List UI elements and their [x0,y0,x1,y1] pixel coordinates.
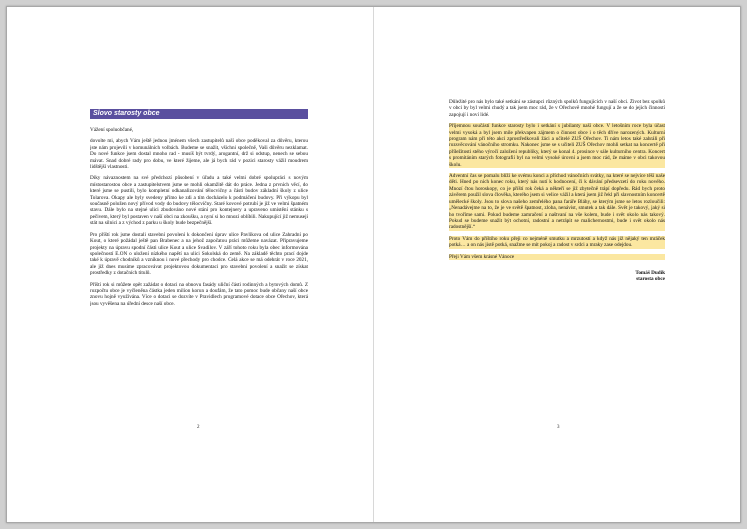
left-paragraph-4: Příští rok si můžete opět zažádat o dotaci na obnovu fasády uliční části rodinných a bytových domů. Z rozpočtu obce je vyčleněna částka jeden milion korun a doufám, že tato pomoc bude občany naší obce znovu hojně využívána. Více o dotaci se dozvíte v Pravidlech programové dotace obce Ořechov, která jsou vyvěšena na úřední desce naší obce. [90,281,308,307]
right-page [374,7,740,522]
right-text-column [449,99,665,419]
right-intro-paragraph: Důležité pro nás bylo také setkání se zástupci různých spolků fungujících v naší obci. Život bez spolků v obci by byl velmi chudý a tak jsem moc rád, že v Ořechově mnohé fungují a že se do jejich činností zapojují i noví lidé. [449,99,665,118]
left-text-column [90,109,308,419]
highlight-paragraph-1: Příjemnou součástí funkce starosty bylo i setkání s jubilanty naší obce. V letošním roce byla účast velmi vysoká a byl jsem mile překvapen zájmem o činnost obce i o těch dříve narozených. Kulturní program nám při této akci zprostředkovali žáci a učitelé ZUŠ Ořechov. Ti nám letos také zahráli při rozsvěcování vánočního stromku. Nakonec jsme se s učiteli ZUŠ Ořechov mohli setkat na koncertě při příležitosti stého výročí založení republiky, který se konal 4. prosince v sále kulturního centra. Koncert s promítáním starých fotografií byl na velmi vysoké úrovni a jsem moc rád, že máme v obci takovou školu. [449,123,665,168]
greeting: Vážení spoluobčané, [90,127,134,133]
left-page-number: 2 [197,425,200,430]
signature-title: starosta obce [636,276,665,283]
document-spread [6,6,741,523]
left-paragraph-2: Díky návaznostem na své předchozí působení v úřadu a také velmi dobré spolupráci s novým místostarostou obce a zastupitelstvem jsme se mohli okamžitě dát do práce. Jedna z prvních věcí, do které jsme se pustili, bylo kompletní odkanalizování tělocvičny a části budov základní školy z ulice Tolarova. Okapy ale byly svedeny přímo ke zdi a tím docházelo k podmáčení budovy. Při výkopu byl současně položen nový přívod vody do budovy tělocvičny. Staré kovové potrubí je již ve velmi špatném stavu. Dále bylo na stejné ulici zbudováno nové stání pro kontejnery a upraveno umístění stánku s pečivem, který byl postaven v naší obci na zkoušku, a nyní si ho mnozí oblíbili. Nakupující již nemusejí stát na silnici a z východ z parku u školy bude bezpečnější. [90,175,308,227]
highlight-paragraph-4: Přeji Vám všem krásné Vánoce [449,254,665,260]
highlight-paragraph-3: Proto Vám do příštího roku přeji co nejméně smutku a mrzutostí a když nás již nějaký ten mráček potká… a on nás jistě potká, snažme se mít pokoj a radost v srdci a mraky zase odejdou. [449,235,665,249]
signature-name: Tomáš Dudík [635,269,665,276]
left-paragraph-1: dovolte mi, abych Vám ještě jednou jménem všech zastupitelů naší obce poděkoval za důvěru, kterou jste nám projevili v komunálních volbách. Budeme se snažit, všichni společně, Vaši důvěru nezklamat. Do nové funkce jsem dostal mnoho rad - musíš být tvrdý, arogantní, drž si odstup, nenech se sebou mávat. Snad dobré rady pro dobu, ve které žijeme, ale já bych rád v pozici starosty vážil moudrem lidštější vlastnosti. [90,138,308,171]
right-page-number: 3 [557,425,560,430]
left-paragraph-3: Pro příští rok jsme dostali stavební povolení k dokončení úprav ulice Pavlíkova od ulice Zahradní po Kout, o které požádal ještě pan Brabenec a na jehož započatou práci můžeme navázat. Připravujeme projekty na úpravu spodní části ulice Kout a ulice Svadilov. V září tohoto roku byla obec informována společností E.ON o uložení nízkého napětí na ulici Sokolská do země. Na základě těchto prací dojde také k úpravě chodníků a vzniknou i nové přechody pro chodce. Celá akce se má odehrát v roce 2021, ale již dnes musíme zpracovávat projektovou dokumentaci pro stavební povolení a snažit se získat prostředky z dotačních titulů. [90,231,308,277]
section-heading: Slovo starosty obce [90,109,308,119]
highlight-paragraph-2: Adventní čas se pomalu blíží ke svému konci a příchod vánočních svátky, na které se nejvíce těší naše děti. Hned po nich konec roku, který nás nutí k hodnocení, či k dávání předsevzetí do roku nového. Mnozí čtou horoskopy, co je příští rok čeká a někteří se již zbytečně trápí dopředu. Rád bych proto závěrem použil slova člověka, kterého jsem si velice vážil a která jsem již řekl při slavnostním koncertě umělecké školy. Jsou to slova našeho zemřelého pana faráře Bláhy, se kterým jsme se letos rozloučili: „Nenadávejme na to, že je ve světě špatnost, zloba, nenávist, smutek a tak dále. Svět je takový, jaký si ho tvoříme sami. Pokud budeme zamračení a naštvaní na vše kolem, bude i svět okolo nás takový. Pokud se budeme snažit být ochotní, radostní a netrápit se malichernostmi, bude i svět okolo nás radostnější.“ [449,173,665,231]
left-page [7,7,373,522]
signature [449,270,665,283]
